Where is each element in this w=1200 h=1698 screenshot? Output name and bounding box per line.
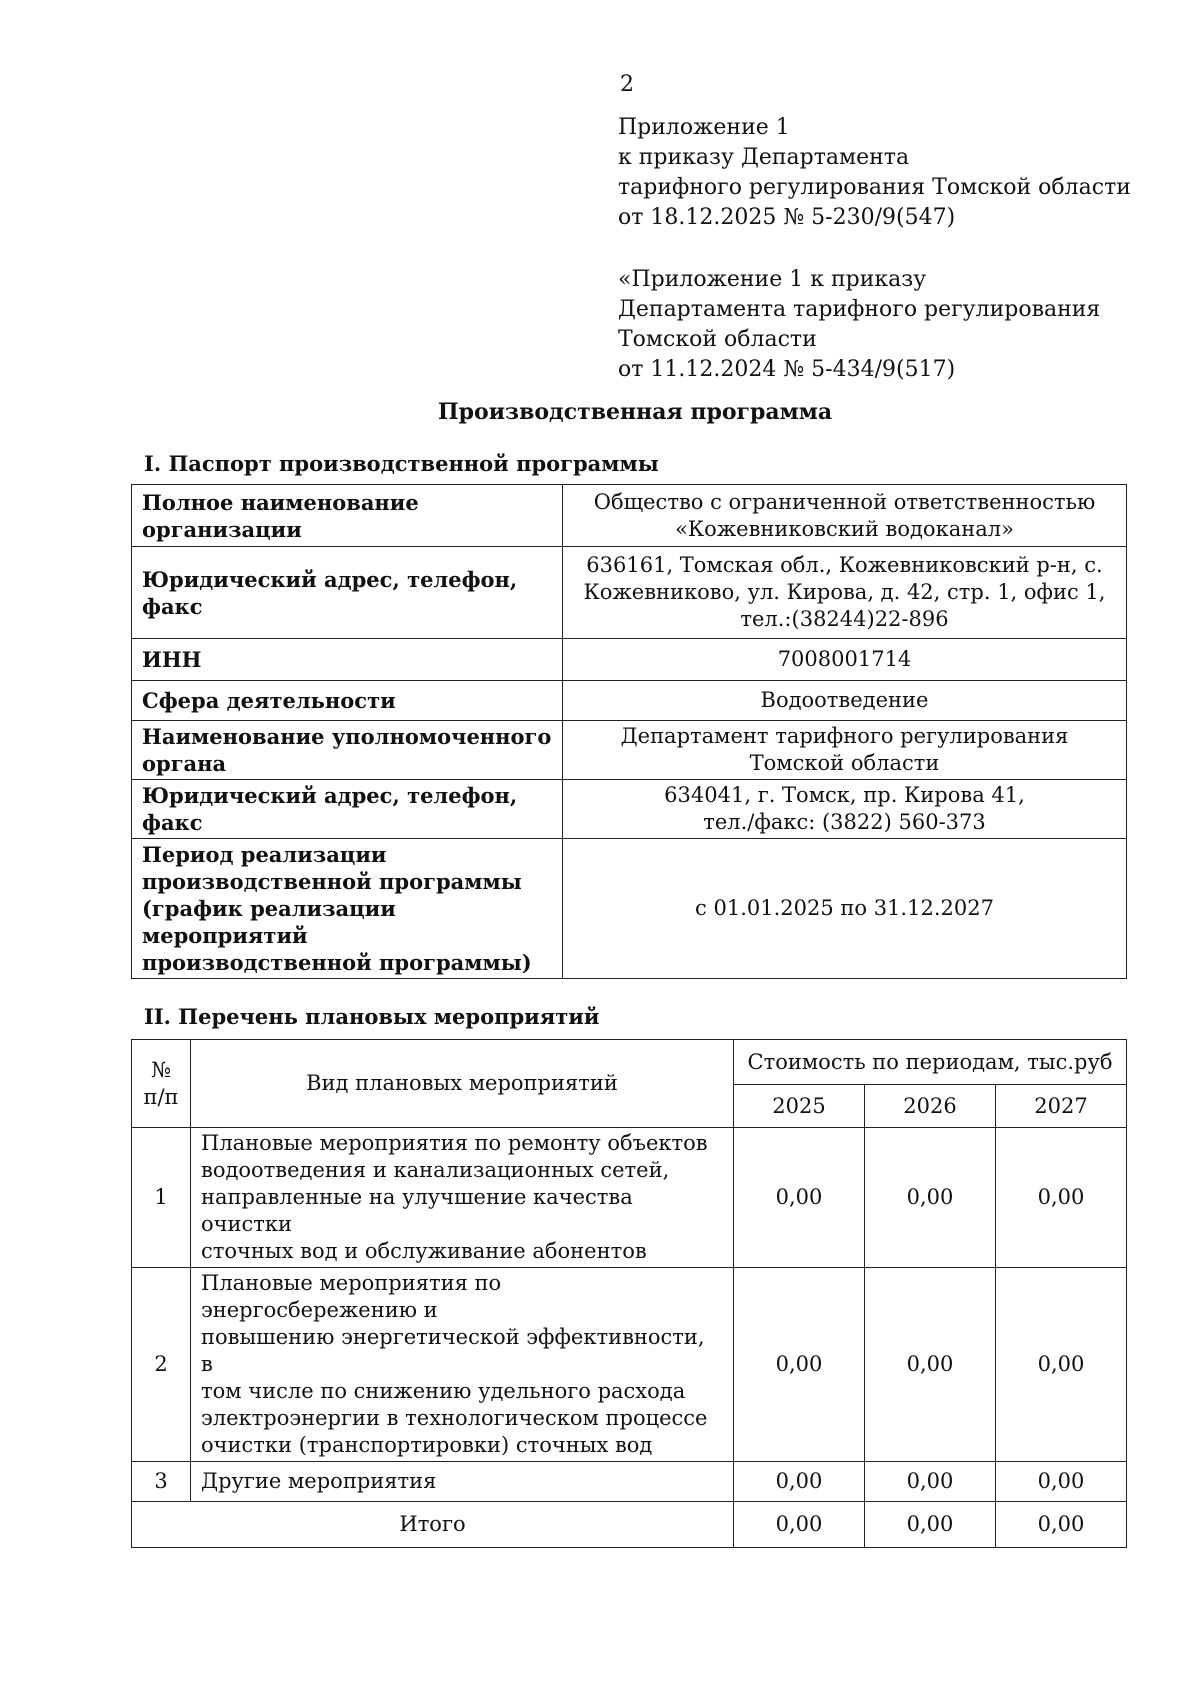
field-value-line: 7008001714 bbox=[777, 647, 912, 671]
table-row bbox=[132, 1128, 1127, 1268]
passport-field-label bbox=[132, 839, 563, 979]
cost-value: 0,00 bbox=[734, 1462, 865, 1502]
column-header-number bbox=[132, 1040, 191, 1128]
appendix-line: тарифного регулирования Томской области bbox=[618, 175, 1131, 200]
activity-name-line: сточных вод и обслуживание абонентов bbox=[201, 1239, 647, 1263]
passport-row bbox=[132, 485, 1127, 547]
appendix-line: от 11.12.2024 № 5-434/9(517) bbox=[618, 357, 956, 382]
passport-field-value bbox=[563, 721, 1127, 780]
field-value-line: Общество с ограниченной ответственностью bbox=[593, 489, 1096, 514]
field-value-line: с 01.01.2025 по 31.12.2027 bbox=[695, 896, 994, 920]
field-value-line: 636161, Томская обл., Кожевниковский р-н, с. bbox=[586, 553, 1103, 577]
row-number: 2 bbox=[132, 1268, 191, 1462]
cost-value: 0,00 bbox=[996, 1268, 1127, 1462]
activity-name-line: Плановые мероприятия по ремонту объектов bbox=[201, 1131, 708, 1155]
header-line: № bbox=[151, 1057, 171, 1082]
cost-value: 0,00 bbox=[734, 1128, 865, 1268]
activity-name bbox=[191, 1128, 734, 1268]
field-label-line: (график реализации мероприятий bbox=[142, 896, 396, 948]
cost-value: 0,00 bbox=[996, 1462, 1127, 1502]
activity-name-line: направленные на улучшение качества очистки bbox=[201, 1185, 633, 1236]
field-value-line: «Кожевниковский водоканал» bbox=[675, 516, 1014, 541]
passport-field-label bbox=[132, 681, 563, 721]
field-value-line: Департамент тарифного регулирования bbox=[620, 724, 1069, 748]
passport-field-label bbox=[132, 485, 563, 547]
passport-field-value bbox=[563, 639, 1127, 681]
header-line: п/п bbox=[143, 1084, 179, 1109]
appendix-header-current bbox=[618, 113, 1178, 233]
column-header-activity-type: Вид плановых мероприятий bbox=[191, 1040, 734, 1128]
row-number: 3 bbox=[132, 1462, 191, 1502]
field-value-line: Томской области bbox=[749, 751, 940, 775]
passport-field-value bbox=[563, 839, 1127, 979]
appendix-line: Приложение 1 bbox=[618, 115, 790, 140]
page-number: 2 bbox=[620, 72, 634, 97]
table-row bbox=[132, 1462, 1127, 1502]
field-value-line: Кожевниково, ул. Кирова, д. 42, стр. 1, офис 1, bbox=[583, 580, 1106, 604]
field-label-line: Наименование уполномоченного bbox=[142, 724, 552, 749]
field-value-line: тел.:(38244)22-896 bbox=[740, 607, 949, 631]
field-value-line: 634041, г. Томск, пр. Кирова 41, bbox=[664, 783, 1025, 807]
appendix-line: от 18.12.2025 № 5-230/9(547) bbox=[618, 205, 956, 230]
passport-field-label bbox=[132, 547, 563, 639]
total-value: 0,00 bbox=[996, 1502, 1127, 1548]
passport-row bbox=[132, 681, 1127, 721]
field-value-line: тел./факс: (3822) 560-373 bbox=[703, 810, 986, 834]
cost-value: 0,00 bbox=[996, 1128, 1127, 1268]
cost-value: 0,00 bbox=[865, 1268, 996, 1462]
passport-field-value bbox=[563, 547, 1127, 639]
table-row bbox=[132, 1268, 1127, 1462]
column-header-year: 2025 bbox=[734, 1085, 865, 1128]
field-value-line: Водоотведение bbox=[760, 688, 929, 712]
appendix-line: «Приложение 1 к приказу bbox=[618, 267, 927, 292]
passport-field-value bbox=[563, 681, 1127, 721]
activity-name bbox=[191, 1268, 734, 1462]
field-label-line: Юридический адрес, телефон, факс bbox=[142, 566, 518, 619]
passport-field-label bbox=[132, 639, 563, 681]
appendix-header-original bbox=[618, 265, 1178, 385]
activity-name-line: электроэнергии в технологическом процессе bbox=[201, 1406, 708, 1430]
column-header-year: 2027 bbox=[996, 1085, 1127, 1128]
total-value: 0,00 bbox=[865, 1502, 996, 1548]
total-label: Итого bbox=[132, 1502, 734, 1548]
column-header-cost: Стоимость по периодам, тыс.руб bbox=[734, 1040, 1127, 1085]
passport-row bbox=[132, 780, 1127, 839]
activities-table bbox=[131, 1039, 1127, 1548]
passport-row bbox=[132, 639, 1127, 681]
cost-value: 0,00 bbox=[865, 1462, 996, 1502]
passport-row bbox=[132, 547, 1127, 639]
table-header-row bbox=[132, 1040, 1127, 1085]
passport-row bbox=[132, 721, 1127, 780]
appendix-line: Департамента тарифного регулирования bbox=[618, 297, 1101, 322]
passport-field-value bbox=[563, 780, 1127, 839]
activity-name-line: том числе по снижению удельного расхода bbox=[201, 1379, 686, 1403]
passport-field-value bbox=[563, 485, 1127, 547]
passport-row bbox=[132, 839, 1127, 979]
cost-value: 0,00 bbox=[865, 1128, 996, 1268]
field-label-line: органа bbox=[142, 751, 227, 776]
passport-field-label bbox=[132, 780, 563, 839]
appendix-line: к приказу Департамента bbox=[618, 145, 910, 170]
section-heading-passport: I. Паспорт производственной программы bbox=[144, 451, 659, 476]
appendix-line: Томской области bbox=[618, 327, 817, 352]
field-label-line: Юридический адрес, телефон, факс bbox=[142, 783, 518, 835]
passport-field-label bbox=[132, 721, 563, 780]
field-label-line: производственной программы bbox=[142, 869, 522, 894]
column-header-year: 2026 bbox=[865, 1085, 996, 1128]
activity-name-line: повышению энергетической эффективности, в bbox=[201, 1325, 705, 1376]
field-label-line: Полное наименование организации bbox=[142, 489, 419, 542]
activity-name bbox=[191, 1462, 734, 1502]
field-label-line: Сфера деятельности bbox=[142, 688, 396, 713]
document-title: Производственная программа bbox=[437, 399, 833, 425]
activity-name-line: Плановые мероприятия по энергосбережению и bbox=[201, 1271, 502, 1322]
passport-table bbox=[131, 484, 1127, 979]
activity-name-line: Другие мероприятия bbox=[201, 1469, 437, 1493]
cost-value: 0,00 bbox=[734, 1268, 865, 1462]
total-value: 0,00 bbox=[734, 1502, 865, 1548]
field-label-line: ИНН bbox=[142, 647, 202, 672]
field-label-line: производственной программы) bbox=[142, 950, 532, 975]
section-heading-activities: II. Перечень плановых мероприятий bbox=[144, 1004, 600, 1029]
activity-name-line: очистки (транспортировки) сточных вод bbox=[201, 1433, 653, 1457]
row-number: 1 bbox=[132, 1128, 191, 1268]
field-label-line: Период реализации bbox=[142, 842, 387, 867]
activity-name-line: водоотведения и канализационных сетей, bbox=[201, 1158, 670, 1182]
total-row bbox=[132, 1502, 1127, 1548]
